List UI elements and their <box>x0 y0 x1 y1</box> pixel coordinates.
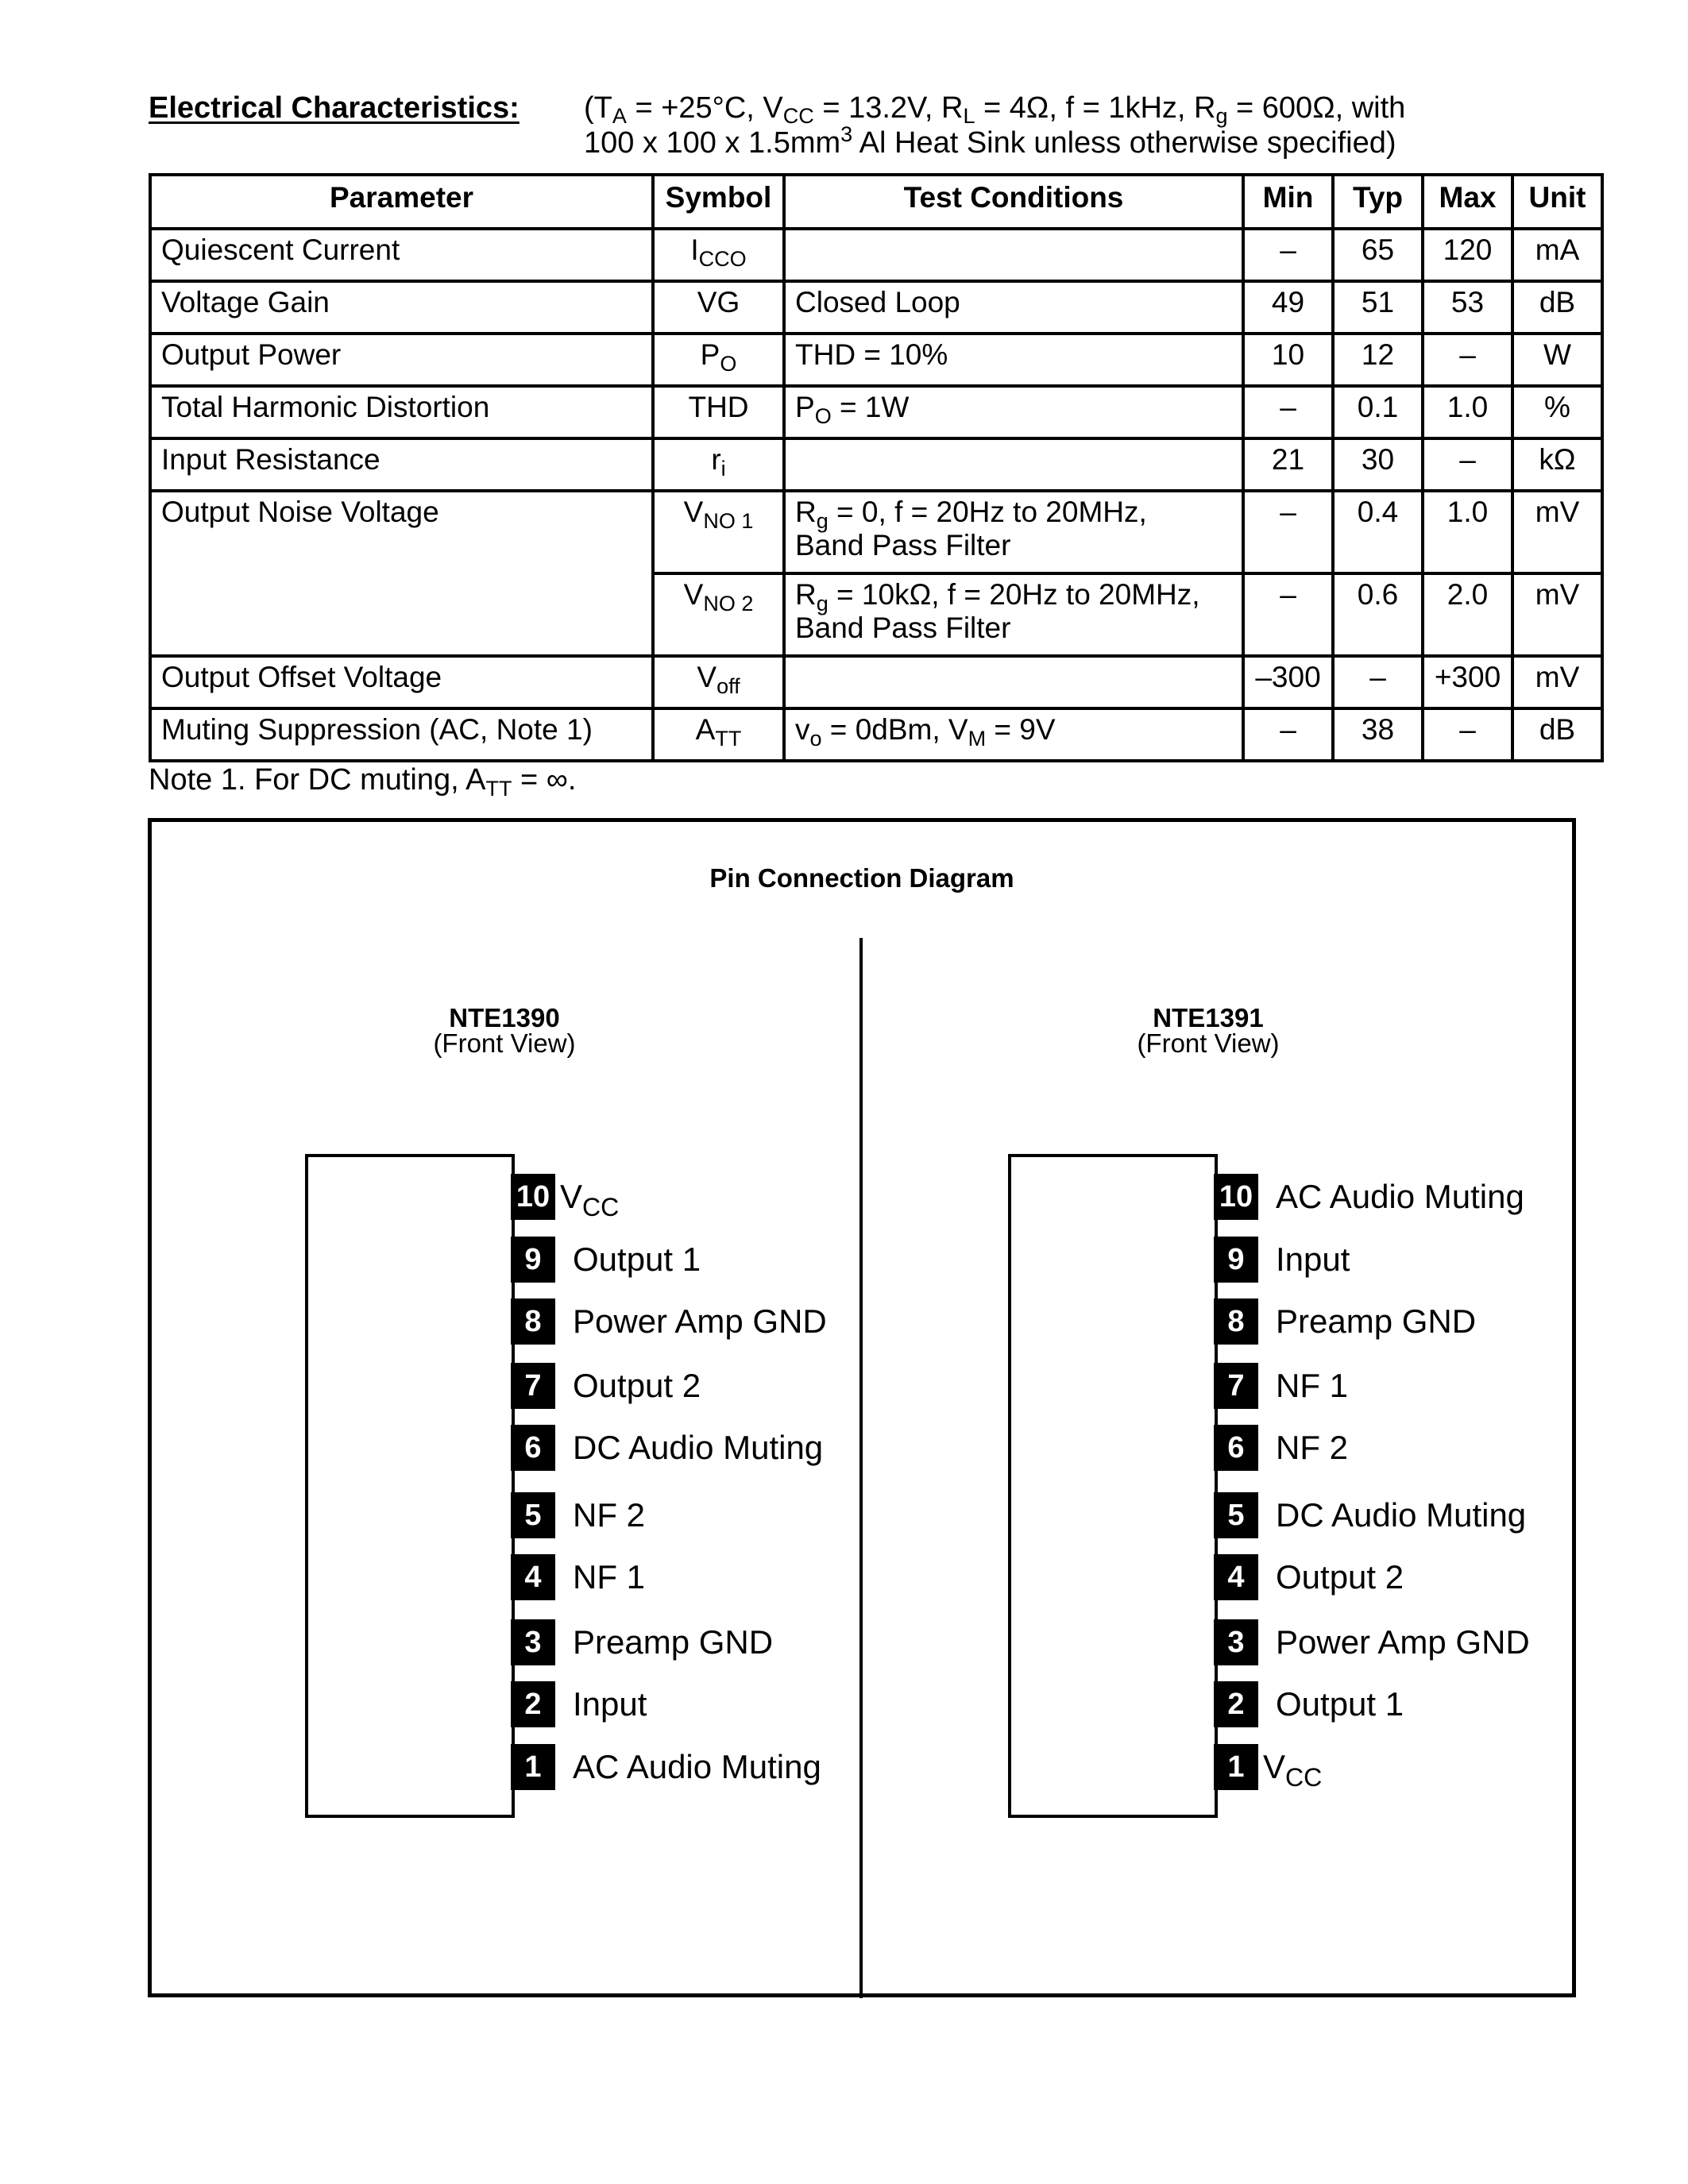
pin-right-6: 6 NF 2 <box>1214 1425 1688 1471</box>
device-name-left: NTE1390 <box>449 1003 560 1032</box>
max-cell: 1.0 <box>1423 491 1512 573</box>
min-cell: – <box>1243 573 1333 656</box>
test-conditions-cell: $P_O = 1W$ <box>784 386 1243 438</box>
min-cell: 21 <box>1243 438 1333 491</box>
table-row <box>150 708 1602 761</box>
conditions-line-2: 100 x 100 x $1.5mm^3$ Al Heat Sink unless otherwise specified) <box>584 122 1396 160</box>
parameter-cell: Output Power <box>150 334 653 386</box>
typ-cell: 65 <box>1333 229 1423 281</box>
min-cell: 10 <box>1243 334 1333 386</box>
parameter-cell: Output Offset Voltage <box>150 656 653 708</box>
table-row <box>150 229 1602 281</box>
unit-cell: dB <box>1512 708 1602 761</box>
pin-left-5: 5 NF 2 <box>511 1492 987 1538</box>
column-header: Typ <box>1333 175 1423 229</box>
unit-cell: % <box>1512 386 1602 438</box>
column-header: Parameter <box>150 175 653 229</box>
pin-left-4: 4 NF 1 <box>511 1554 987 1600</box>
pin-right-5: 5 DC Audio Muting <box>1214 1492 1688 1538</box>
pin-right-8: 8 Preamp GND <box>1214 1298 1688 1345</box>
symbol-cell: VG <box>653 281 784 334</box>
parameter-cell: Output Noise Voltage <box>150 491 653 656</box>
typ-cell: 12 <box>1333 334 1423 386</box>
test-conditions-cell: $v_o = 0dBm$, $V_M = 9V$ <box>784 708 1243 761</box>
test-conditions-cell <box>784 438 1243 491</box>
column-header: Symbol <box>653 175 784 229</box>
max-cell: – <box>1423 708 1512 761</box>
footnote: Note 1. For DC muting, $A_{TT}$ = ∞. <box>149 763 577 801</box>
min-cell: – <box>1243 229 1333 281</box>
pin-left-7: 7 Output 2 <box>511 1363 987 1409</box>
pin-right-3: 3 Power Amp GND <box>1214 1619 1688 1665</box>
parameter-cell: Quiescent Current <box>150 229 653 281</box>
min-cell: – <box>1243 386 1333 438</box>
min-cell: –300 <box>1243 656 1333 708</box>
pin-right-10: 10 AC Audio Muting <box>1214 1174 1688 1220</box>
symbol-cell: $A_{TT}$ <box>653 708 784 761</box>
max-cell: 120 <box>1423 229 1512 281</box>
pin-right-2: 2 Output 1 <box>1214 1681 1688 1727</box>
pin-left-2: 2 Input <box>511 1681 987 1727</box>
pin-connection-diagram <box>148 818 1576 1997</box>
table-row <box>150 438 1602 491</box>
max-cell: 53 <box>1423 281 1512 334</box>
unit-cell: W <box>1512 334 1602 386</box>
column-header: Max <box>1423 175 1512 229</box>
min-cell: – <box>1243 491 1333 573</box>
min-cell: – <box>1243 708 1333 761</box>
ic-package-right <box>1008 1154 1218 1818</box>
symbol-cell: $V_{NO 1}$ <box>653 491 784 573</box>
typ-cell: 0.1 <box>1333 386 1423 438</box>
unit-cell: mV <box>1512 491 1602 573</box>
table-row <box>150 491 1602 573</box>
column-header: Test Conditions <box>784 175 1243 229</box>
pin-left-1: 1 AC Audio Muting <box>511 1744 987 1790</box>
table-row <box>150 656 1602 708</box>
column-header: Min <box>1243 175 1333 229</box>
test-conditions-cell: Closed Loop <box>784 281 1243 334</box>
symbol-cell: $V_{off}$ <box>653 656 784 708</box>
table-row <box>150 386 1602 438</box>
test-conditions-cell: $R_g = 0$, f = 20Hz to 20MHz, Band Pass Filter <box>784 491 1243 573</box>
typ-cell: 30 <box>1333 438 1423 491</box>
symbol-cell: THD <box>653 386 784 438</box>
typ-cell: 51 <box>1333 281 1423 334</box>
symbol-cell: $V_{NO 2}$ <box>653 573 784 656</box>
test-conditions-cell: THD = 10% <box>784 334 1243 386</box>
device-name-right: NTE1391 <box>1153 1003 1264 1032</box>
table-header-row <box>150 175 1602 229</box>
pin-right-9: 9 Input <box>1214 1237 1688 1283</box>
pin-right-7: 7 NF 1 <box>1214 1363 1688 1409</box>
device-view-right: (Front View) <box>1137 1028 1280 1058</box>
pin-right-1: 1 $V_{CC}$ <box>1214 1744 1688 1790</box>
ic-package-left <box>305 1154 515 1818</box>
typ-cell: – <box>1333 656 1423 708</box>
parameter-cell: Muting Suppression (AC, Note 1) <box>150 708 653 761</box>
pin-left-6: 6 DC Audio Muting <box>511 1425 987 1471</box>
pin-left-9: 9 Output 1 <box>511 1237 987 1283</box>
test-conditions-cell <box>784 656 1243 708</box>
typ-cell: 0.6 <box>1333 573 1423 656</box>
max-cell: – <box>1423 438 1512 491</box>
unit-cell: mA <box>1512 229 1602 281</box>
max-cell: 1.0 <box>1423 386 1512 438</box>
pin-left-10: 10 $V_{CC}$ <box>511 1174 987 1220</box>
unit-cell: mV <box>1512 573 1602 656</box>
min-cell: 49 <box>1243 281 1333 334</box>
parameter-cell: Input Resistance <box>150 438 653 491</box>
symbol-cell: $P_O$ <box>653 334 784 386</box>
diagram-title: Pin Connection Diagram <box>709 863 1014 893</box>
pin-left-3: 3 Preamp GND <box>511 1619 987 1665</box>
typ-cell: 38 <box>1333 708 1423 761</box>
electrical-characteristics-table <box>149 173 1604 762</box>
test-conditions-note <box>584 91 1577 160</box>
max-cell: – <box>1423 334 1512 386</box>
max-cell: +300 <box>1423 656 1512 708</box>
symbol-cell: $r_i$ <box>653 438 784 491</box>
max-cell: 2.0 <box>1423 573 1512 656</box>
parameter-cell: Voltage Gain <box>150 281 653 334</box>
test-conditions-cell: $R_g = 10k\Omega$, f = 20Hz to 20MHz, Band Pass Filter <box>784 573 1243 656</box>
pin-left-8: 8 Power Amp GND <box>511 1298 987 1345</box>
conditions-line-1: ($T_A = +25^\circ C$, $V_{CC} = 13.2V$, $R_L = 4\Omega$, f = 1kHz, $R_g = 600\Omega$, with <box>584 91 1406 128</box>
device-view-left: (Front View) <box>433 1028 576 1058</box>
section-title: Electrical Characteristics: <box>149 91 520 125</box>
unit-cell: mV <box>1512 656 1602 708</box>
unit-cell: dB <box>1512 281 1602 334</box>
table-row <box>150 281 1602 334</box>
column-header: Unit <box>1512 175 1602 229</box>
unit-cell: kΩ <box>1512 438 1602 491</box>
table-row <box>150 334 1602 386</box>
pin-right-4: 4 Output 2 <box>1214 1554 1688 1600</box>
parameter-cell: Total Harmonic Distortion <box>150 386 653 438</box>
test-conditions-cell <box>784 229 1243 281</box>
typ-cell: 0.4 <box>1333 491 1423 573</box>
symbol-cell: $I_{CCO}$ <box>653 229 784 281</box>
